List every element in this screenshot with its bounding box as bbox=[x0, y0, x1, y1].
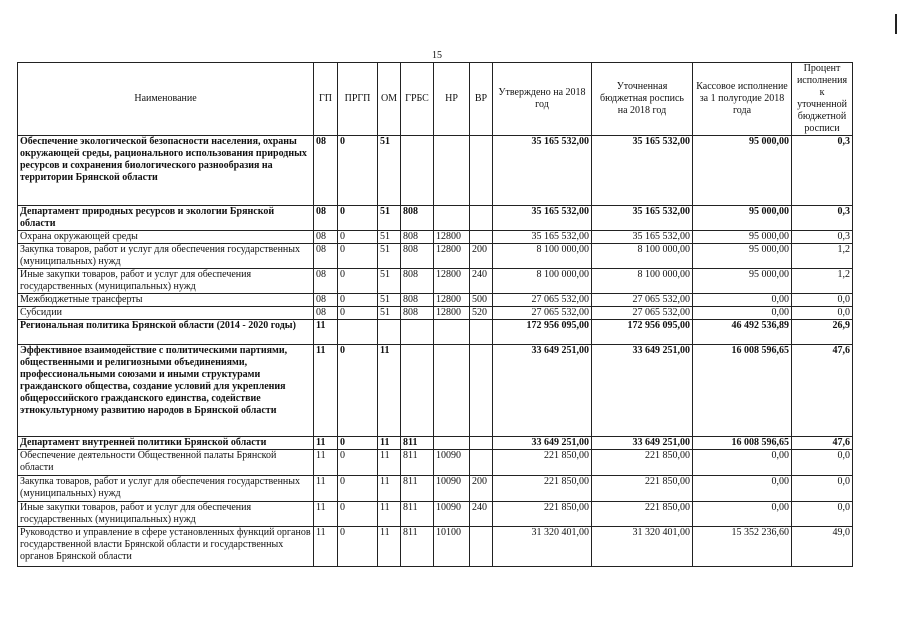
cell-vr bbox=[470, 437, 493, 450]
cell-gp: 08 bbox=[314, 307, 338, 320]
header-approved: Утверждено на 2018 год bbox=[493, 63, 592, 136]
cell-cash-execution: 0,00 bbox=[693, 307, 792, 320]
cell-refined: 33 649 251,00 bbox=[592, 345, 693, 437]
cell-name: Департамент внутренней политики Брянской области bbox=[18, 437, 314, 450]
cell-gp: 08 bbox=[314, 231, 338, 244]
table-row bbox=[18, 345, 853, 437]
cell-name: Охрана окружающей среды bbox=[18, 231, 314, 244]
cell-approved: 31 320 401,00 bbox=[493, 527, 592, 567]
header-percent: Процент исполнения к уточненной бюджетной росписи bbox=[792, 63, 853, 136]
cell-prgp: 0 bbox=[338, 244, 378, 269]
cell-name: Эффективное взаимодействие с политическими партиями, общественными и религиозными объединениями, профессиональными союзами и иными структурами гражданского общества, создание условий для укрепления общероссийского гражданского единства, содействие этнокультурному развитию народов в Брянской области bbox=[18, 345, 314, 437]
cell-refined: 35 165 532,00 bbox=[592, 206, 693, 231]
cell-nr bbox=[434, 345, 470, 437]
cell-vr: 520 bbox=[470, 307, 493, 320]
table-row bbox=[18, 502, 853, 527]
cell-vr bbox=[470, 231, 493, 244]
cell-refined: 221 850,00 bbox=[592, 450, 693, 476]
table-row bbox=[18, 437, 853, 450]
table-body bbox=[18, 136, 853, 567]
table-row bbox=[18, 476, 853, 502]
cell-om: 11 bbox=[378, 437, 401, 450]
cell-grbs: 811 bbox=[401, 476, 434, 502]
table-row bbox=[18, 231, 853, 244]
cell-prgp: 0 bbox=[338, 269, 378, 294]
table-row bbox=[18, 450, 853, 476]
cell-name: Обеспечение деятельности Общественной палаты Брянской области bbox=[18, 450, 314, 476]
cell-om: 51 bbox=[378, 294, 401, 307]
cell-vr bbox=[470, 320, 493, 345]
cell-approved: 35 165 532,00 bbox=[493, 206, 592, 231]
header-vr: ВР bbox=[470, 63, 493, 136]
cell-gp: 11 bbox=[314, 450, 338, 476]
cell-refined: 221 850,00 bbox=[592, 476, 693, 502]
cell-gp: 11 bbox=[314, 527, 338, 567]
table-row bbox=[18, 244, 853, 269]
cell-approved: 8 100 000,00 bbox=[493, 244, 592, 269]
cell-approved: 33 649 251,00 bbox=[493, 437, 592, 450]
cell-cash-execution: 95 000,00 bbox=[693, 136, 792, 206]
cell-approved: 35 165 532,00 bbox=[493, 136, 592, 206]
cell-approved: 35 165 532,00 bbox=[493, 231, 592, 244]
header-prgp: ПРГП bbox=[338, 63, 378, 136]
cell-nr: 10090 bbox=[434, 502, 470, 527]
cell-nr bbox=[434, 206, 470, 231]
cell-gp: 08 bbox=[314, 206, 338, 231]
cell-cash-execution: 16 008 596,65 bbox=[693, 437, 792, 450]
cell-percent: 0,0 bbox=[792, 502, 853, 527]
cell-refined: 33 649 251,00 bbox=[592, 437, 693, 450]
cell-grbs: 808 bbox=[401, 294, 434, 307]
cell-refined: 35 165 532,00 bbox=[592, 231, 693, 244]
cell-grbs: 811 bbox=[401, 502, 434, 527]
cell-grbs: 808 bbox=[401, 206, 434, 231]
page-number: 15 bbox=[432, 50, 442, 61]
cell-vr bbox=[470, 527, 493, 567]
cell-vr bbox=[470, 136, 493, 206]
header-gp: ГП bbox=[314, 63, 338, 136]
cell-prgp: 0 bbox=[338, 502, 378, 527]
cell-grbs bbox=[401, 345, 434, 437]
cell-grbs: 808 bbox=[401, 244, 434, 269]
cell-om: 11 bbox=[378, 476, 401, 502]
cell-prgp: 0 bbox=[338, 136, 378, 206]
cell-vr: 200 bbox=[470, 476, 493, 502]
cell-percent: 0,0 bbox=[792, 307, 853, 320]
table-row bbox=[18, 527, 853, 567]
cell-grbs: 811 bbox=[401, 437, 434, 450]
cell-nr bbox=[434, 136, 470, 206]
cell-approved: 33 649 251,00 bbox=[493, 345, 592, 437]
cell-om: 51 bbox=[378, 206, 401, 231]
margin-mark bbox=[895, 14, 897, 34]
cell-cash-execution: 95 000,00 bbox=[693, 231, 792, 244]
cell-approved: 8 100 000,00 bbox=[493, 269, 592, 294]
cell-name: Межбюджетные трансферты bbox=[18, 294, 314, 307]
cell-vr: 240 bbox=[470, 269, 493, 294]
cell-vr bbox=[470, 345, 493, 437]
cell-gp: 11 bbox=[314, 476, 338, 502]
cell-cash-execution: 95 000,00 bbox=[693, 206, 792, 231]
table-row bbox=[18, 269, 853, 294]
header-refined: Уточненная бюджетная роспись на 2018 год bbox=[592, 63, 693, 136]
cell-nr: 12800 bbox=[434, 294, 470, 307]
cell-name: Закупка товаров, работ и услуг для обеспечения государственных (муниципальных) нужд bbox=[18, 476, 314, 502]
cell-refined: 31 320 401,00 bbox=[592, 527, 693, 567]
cell-prgp: 0 bbox=[338, 476, 378, 502]
cell-refined: 35 165 532,00 bbox=[592, 136, 693, 206]
cell-prgp: 0 bbox=[338, 527, 378, 567]
cell-om bbox=[378, 320, 401, 345]
cell-percent: 49,0 bbox=[792, 527, 853, 567]
cell-prgp: 0 bbox=[338, 206, 378, 231]
cell-prgp: 0 bbox=[338, 450, 378, 476]
cell-percent: 0,0 bbox=[792, 476, 853, 502]
cell-percent: 0,3 bbox=[792, 136, 853, 206]
cell-prgp: 0 bbox=[338, 307, 378, 320]
cell-refined: 172 956 095,00 bbox=[592, 320, 693, 345]
cell-approved: 172 956 095,00 bbox=[493, 320, 592, 345]
cell-vr bbox=[470, 206, 493, 231]
cell-prgp: 0 bbox=[338, 231, 378, 244]
cell-om: 51 bbox=[378, 244, 401, 269]
cell-gp: 08 bbox=[314, 294, 338, 307]
cell-om: 51 bbox=[378, 269, 401, 294]
cell-approved: 221 850,00 bbox=[493, 476, 592, 502]
table-row bbox=[18, 320, 853, 345]
cell-percent: 0,0 bbox=[792, 450, 853, 476]
cell-nr bbox=[434, 437, 470, 450]
cell-grbs: 808 bbox=[401, 307, 434, 320]
cell-gp: 11 bbox=[314, 502, 338, 527]
cell-prgp: 0 bbox=[338, 345, 378, 437]
cell-name: Субсидии bbox=[18, 307, 314, 320]
cell-gp: 08 bbox=[314, 269, 338, 294]
header-grbs: ГРБС bbox=[401, 63, 434, 136]
cell-nr: 12800 bbox=[434, 231, 470, 244]
cell-vr: 200 bbox=[470, 244, 493, 269]
cell-cash-execution: 95 000,00 bbox=[693, 244, 792, 269]
cell-om: 11 bbox=[378, 450, 401, 476]
header-om: ОМ bbox=[378, 63, 401, 136]
cell-name: Региональная политика Брянской области (2014 - 2020 годы) bbox=[18, 320, 314, 345]
cell-cash-execution: 46 492 536,89 bbox=[693, 320, 792, 345]
cell-nr bbox=[434, 320, 470, 345]
cell-cash-execution: 15 352 236,60 bbox=[693, 527, 792, 567]
cell-vr: 500 bbox=[470, 294, 493, 307]
header-cash-execution: Кассовое исполнение за 1 полугодие 2018 года bbox=[693, 63, 792, 136]
cell-grbs: 811 bbox=[401, 450, 434, 476]
cell-approved: 27 065 532,00 bbox=[493, 294, 592, 307]
cell-grbs: 808 bbox=[401, 231, 434, 244]
cell-approved: 221 850,00 bbox=[493, 450, 592, 476]
cell-cash-execution: 0,00 bbox=[693, 450, 792, 476]
table-row bbox=[18, 307, 853, 320]
cell-percent: 1,2 bbox=[792, 269, 853, 294]
cell-nr: 12800 bbox=[434, 269, 470, 294]
cell-grbs: 811 bbox=[401, 527, 434, 567]
cell-refined: 27 065 532,00 bbox=[592, 307, 693, 320]
cell-percent: 1,2 bbox=[792, 244, 853, 269]
cell-vr: 240 bbox=[470, 502, 493, 527]
cell-nr: 12800 bbox=[434, 307, 470, 320]
cell-refined: 8 100 000,00 bbox=[592, 269, 693, 294]
cell-name: Закупка товаров, работ и услуг для обеспечения государственных (муниципальных) нужд bbox=[18, 244, 314, 269]
table-row bbox=[18, 294, 853, 307]
cell-percent: 0,3 bbox=[792, 231, 853, 244]
cell-nr: 12800 bbox=[434, 244, 470, 269]
cell-gp: 11 bbox=[314, 345, 338, 437]
cell-grbs: 808 bbox=[401, 269, 434, 294]
cell-cash-execution: 0,00 bbox=[693, 476, 792, 502]
table-row bbox=[18, 206, 853, 231]
cell-name: Иные закупки товаров, работ и услуг для обеспечения государственных (муниципальных) нужд bbox=[18, 269, 314, 294]
cell-grbs bbox=[401, 320, 434, 345]
cell-cash-execution: 0,00 bbox=[693, 502, 792, 527]
cell-percent: 26,9 bbox=[792, 320, 853, 345]
cell-grbs bbox=[401, 136, 434, 206]
cell-om: 11 bbox=[378, 502, 401, 527]
cell-name: Обеспечение экологической безопасности населения, охраны окружающей среды, рационального использования природных ресурсов и сохранения биологического разнообразия на территории Брянской области bbox=[18, 136, 314, 206]
cell-refined: 221 850,00 bbox=[592, 502, 693, 527]
cell-percent: 0,0 bbox=[792, 294, 853, 307]
cell-vr bbox=[470, 450, 493, 476]
header-name: Наименование bbox=[18, 63, 314, 136]
table-row bbox=[18, 136, 853, 206]
cell-nr: 10090 bbox=[434, 450, 470, 476]
cell-cash-execution: 16 008 596,65 bbox=[693, 345, 792, 437]
cell-cash-execution: 95 000,00 bbox=[693, 269, 792, 294]
cell-gp: 08 bbox=[314, 244, 338, 269]
cell-approved: 221 850,00 bbox=[493, 502, 592, 527]
cell-gp: 11 bbox=[314, 437, 338, 450]
cell-percent: 47,6 bbox=[792, 437, 853, 450]
cell-nr: 10090 bbox=[434, 476, 470, 502]
cell-cash-execution: 0,00 bbox=[693, 294, 792, 307]
cell-om: 51 bbox=[378, 136, 401, 206]
cell-name: Иные закупки товаров, работ и услуг для обеспечения государственных (муниципальных) нужд bbox=[18, 502, 314, 527]
table-header-row bbox=[18, 63, 853, 136]
cell-prgp: 0 bbox=[338, 437, 378, 450]
cell-refined: 27 065 532,00 bbox=[592, 294, 693, 307]
header-nr: НР bbox=[434, 63, 470, 136]
cell-gp: 11 bbox=[314, 320, 338, 345]
cell-om: 11 bbox=[378, 527, 401, 567]
cell-nr: 10100 bbox=[434, 527, 470, 567]
cell-prgp: 0 bbox=[338, 294, 378, 307]
cell-om: 51 bbox=[378, 231, 401, 244]
cell-gp: 08 bbox=[314, 136, 338, 206]
cell-refined: 8 100 000,00 bbox=[592, 244, 693, 269]
cell-name: Департамент природных ресурсов и экологии Брянской области bbox=[18, 206, 314, 231]
cell-om: 11 bbox=[378, 345, 401, 437]
budget-execution-table bbox=[17, 62, 853, 567]
cell-prgp bbox=[338, 320, 378, 345]
cell-percent: 0,3 bbox=[792, 206, 853, 231]
cell-percent: 47,6 bbox=[792, 345, 853, 437]
cell-approved: 27 065 532,00 bbox=[493, 307, 592, 320]
cell-name: Руководство и управление в сфере установленных функций органов государственной власти Брянской области и государственных органов Брянской области bbox=[18, 527, 314, 567]
cell-om: 51 bbox=[378, 307, 401, 320]
